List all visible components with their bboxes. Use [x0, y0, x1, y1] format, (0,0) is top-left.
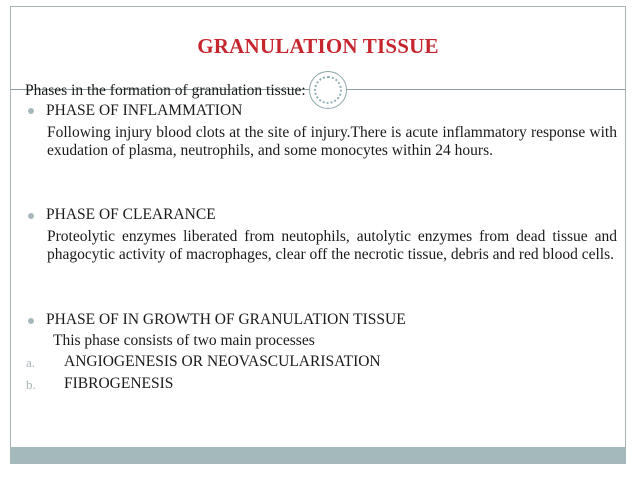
intro-text: Phases in the formation of granulation tissue: — [25, 82, 306, 99]
slide-footer-bar — [11, 447, 625, 463]
slide-title: GRANULATION TISSUE — [197, 34, 439, 58]
section-heading-clearance: PHASE OF CLEARANCE — [46, 206, 216, 223]
section-body-inflammation: Following injury blood clots at the site of injury.There is acute inflammatory response with exudation of plasma, neutrophils, and some monocytes within 24 hours. — [47, 124, 617, 159]
bullet-icon — [28, 318, 34, 324]
bullet-icon — [28, 108, 34, 114]
section-body-clearance: Proteolytic enzymes liberated from neutophils, autolytic enzymes from dead tissue and phagocytic activity of macrophages, clear off the necrotic tissue, debris and red blood cells. — [47, 228, 617, 263]
bullet-icon — [28, 213, 34, 219]
section-heading-inflammation: PHASE OF INFLAMMATION — [46, 102, 243, 119]
list-item-fibrogenesis: FIBROGENESIS — [64, 375, 174, 392]
list-item-angiogenesis: ANGIOGENESIS OR NEOVASCULARISATION — [64, 353, 381, 370]
title-divider-right — [347, 89, 625, 90]
list-marker: a. — [26, 355, 36, 370]
section-heading-growth: PHASE OF IN GROWTH OF GRANULATION TISSUE — [46, 311, 406, 328]
section-body-growth: This phase consists of two main processes — [53, 332, 315, 349]
circle-ornament-icon — [309, 71, 347, 109]
list-marker: b. — [26, 377, 36, 392]
